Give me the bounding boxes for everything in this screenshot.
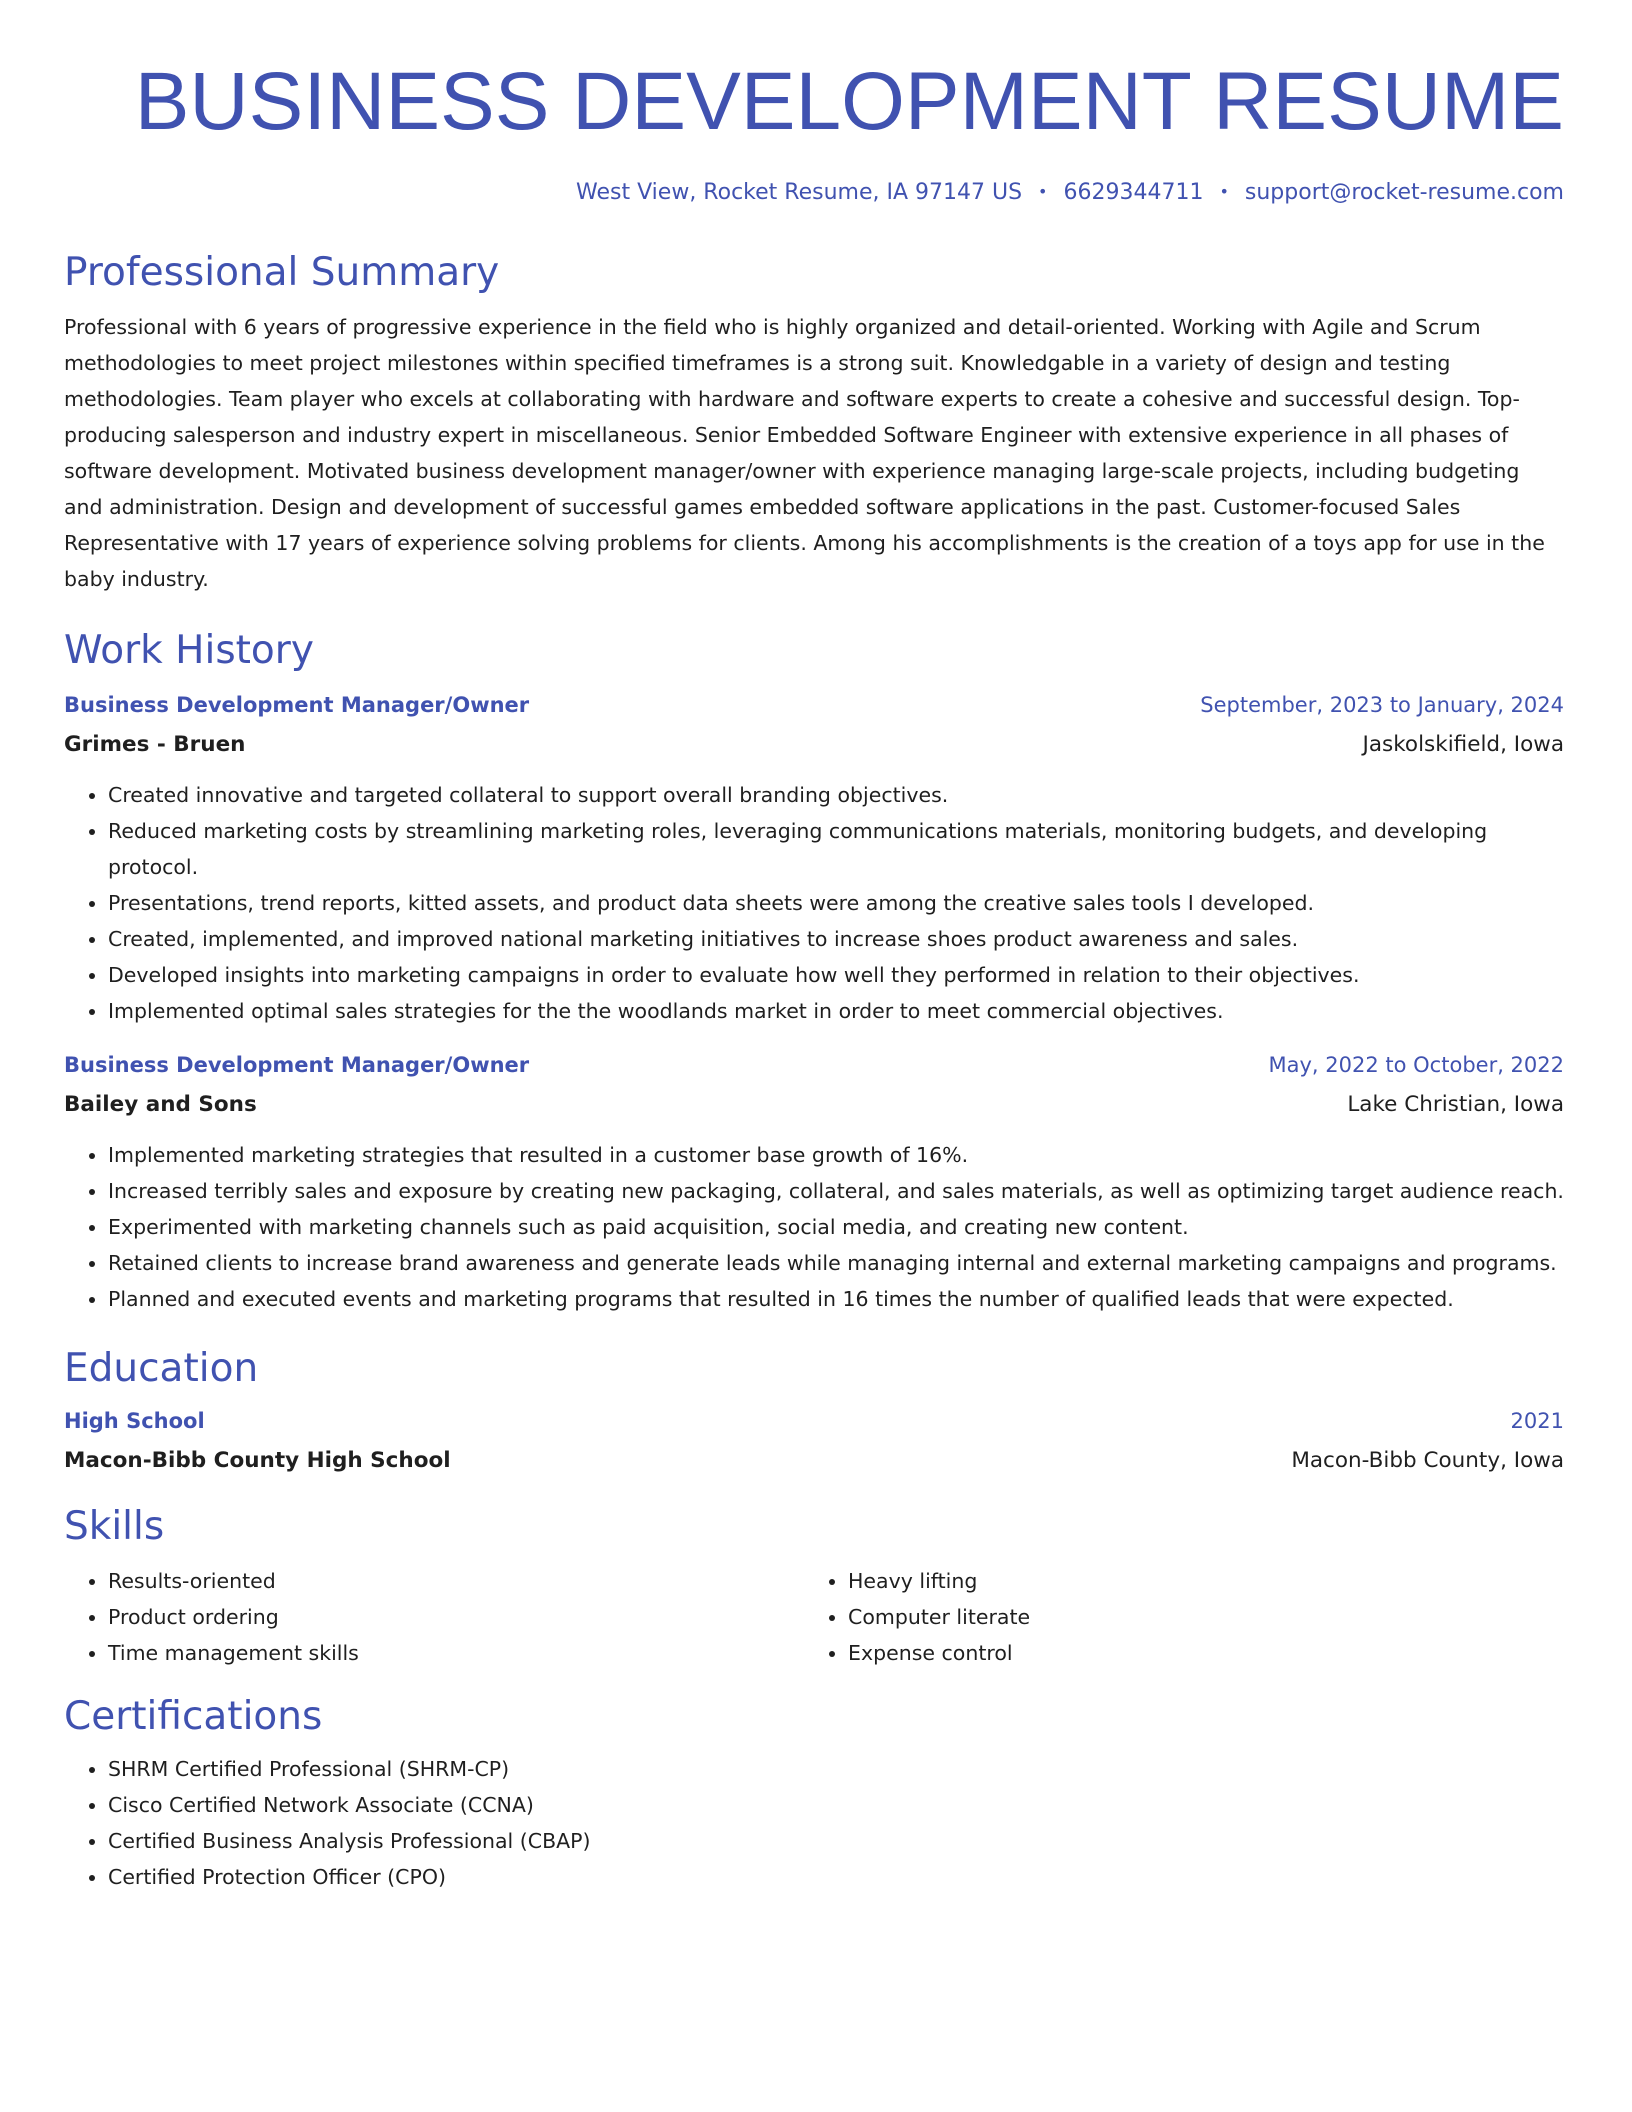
job-bullet: • Implemented marketing strategies that resulted in a customer base growth of 16%. (108, 1137, 1564, 1173)
certification-item: • Cisco Certified Network Associate (CCNA) (108, 1787, 1564, 1823)
contact-email: support@rocket-resume.com (1244, 180, 1564, 205)
skill-item: • Heavy lifting (848, 1563, 1544, 1599)
skills-bullets-left (64, 1563, 804, 1671)
job-employer-row (64, 1085, 1564, 1125)
job-employer-row (64, 725, 1564, 765)
skill-item: • Expense control (848, 1635, 1544, 1671)
job-bullets (64, 1137, 1564, 1317)
job-bullet: • Experimented with marketing channels such as paid acquisition, social media, and creating new content. (108, 1209, 1564, 1245)
job-employer: Grimes - Bruen (64, 732, 246, 757)
skills-bullets-right (804, 1563, 1544, 1671)
skill-item: • Product ordering (108, 1599, 804, 1635)
education-location: Macon-Bibb County, Iowa (1291, 1448, 1564, 1473)
job-bullet: • Created innovative and targeted collateral to support overall branding objectives. (108, 777, 1564, 813)
education-year: 2021 (1510, 1409, 1564, 1433)
summary-heading: Professional Summary (64, 250, 500, 295)
job-entry (64, 1045, 1564, 1317)
skill-item: • Time management skills (108, 1635, 804, 1671)
certification-item: • Certified Protection Officer (CPO) (108, 1859, 1564, 1895)
skill-item: • Computer literate (848, 1599, 1544, 1635)
job-bullet: • Developed insights into marketing campaigns in order to evaluate how well they performed in relation to their objectives. (108, 957, 1564, 993)
job-location: Lake Christian, Iowa (1347, 1092, 1564, 1117)
certifications-list (64, 1751, 1564, 1895)
contact-separator: • (1219, 182, 1229, 201)
certifications-heading: Certifications (64, 1694, 323, 1739)
education-school: Macon-Bibb County High School (64, 1448, 451, 1473)
job-bullet: • Created, implemented, and improved national marketing initiatives to increase shoes product awareness and sales. (108, 921, 1564, 957)
job-dates: May, 2022 to October, 2022 (1268, 1053, 1564, 1077)
job-title-row (64, 685, 1564, 725)
job-bullet: • Reduced marketing costs by streamlining marketing roles, leveraging communications materials, monitoring budgets, and developing protocol. (108, 813, 1564, 885)
summary-text: Professional with 6 years of progressive experience in the field who is highly organized and detail-oriented. Working with Agile and Scrum methodologies to meet project milestones within specified timeframes is a strong suit. Knowledgable in a variety of design and testing methodologies. Team player who excels at collaborating with hardware and software experts to create a cohesive and successful design. Top-producing salesperson and industry expert in miscellaneous. Senior Embedded Software Engineer with extensive experience in all phases of software development. Motivated business development manager/owner with experience managing large-scale projects, including budgeting and administration. Design and development of successful games embedded software applications in the past. Customer-focused Sales Representative with 17 years of experience solving problems for clients. Among his accomplishments is the creation of a toys app for use in the baby industry. (64, 315, 1545, 591)
skill-item: • Results-oriented (108, 1563, 804, 1599)
education-heading: Education (64, 1346, 259, 1391)
education-degree: High School (64, 1409, 205, 1433)
skills-heading: Skills (64, 1504, 165, 1549)
certification-item: • SHRM Certified Professional (SHRM-CP) (108, 1751, 1564, 1787)
job-bullet: • Increased terribly sales and exposure by creating new packaging, collateral, and sales materials, as well as optimizing target audience reach. (108, 1173, 1564, 1209)
skills-column-right (804, 1563, 1544, 1671)
job-bullets (64, 777, 1564, 1029)
contact-address: West View, Rocket Resume, IA 97147 US (576, 180, 1023, 205)
skills-list (64, 1563, 1564, 1671)
job-title: Business Development Manager/Owner (64, 1053, 530, 1077)
job-title-row (64, 1045, 1564, 1085)
job-employer: Bailey and Sons (64, 1092, 257, 1117)
job-title: Business Development Manager/Owner (64, 693, 530, 717)
job-entry (64, 685, 1564, 1029)
skills-column-left (64, 1563, 804, 1671)
resume-page (64, 0, 1564, 1895)
job-bullet: • Planned and executed events and marketing programs that resulted in 16 times the number of qualified leads that were expected. (108, 1281, 1564, 1317)
job-bullet: • Implemented optimal sales strategies for the the woodlands market in order to meet commercial objectives. (108, 993, 1564, 1029)
job-dates: September, 2023 to January, 2024 (1200, 693, 1564, 717)
resume-title: BUSINESS DEVELOPMENT RESUME (134, 56, 1564, 147)
contact-line (64, 177, 1564, 207)
education-school-row (64, 1441, 1564, 1481)
certification-item: • Certified Business Analysis Professional (CBAP) (108, 1823, 1564, 1859)
job-bullet: • Presentations, trend reports, kitted assets, and product data sheets were among the creative sales tools I developed. (108, 885, 1564, 921)
education-degree-row (64, 1401, 1564, 1441)
contact-separator: • (1038, 182, 1048, 201)
job-bullet: • Retained clients to increase brand awareness and generate leads while managing internal and external marketing campaigns and programs. (108, 1245, 1564, 1281)
work-history-heading: Work History (64, 628, 314, 673)
education-entry (64, 1401, 1564, 1481)
contact-phone: 6629344711 (1063, 180, 1204, 205)
job-location: Jaskolskifield, Iowa (1362, 732, 1564, 757)
